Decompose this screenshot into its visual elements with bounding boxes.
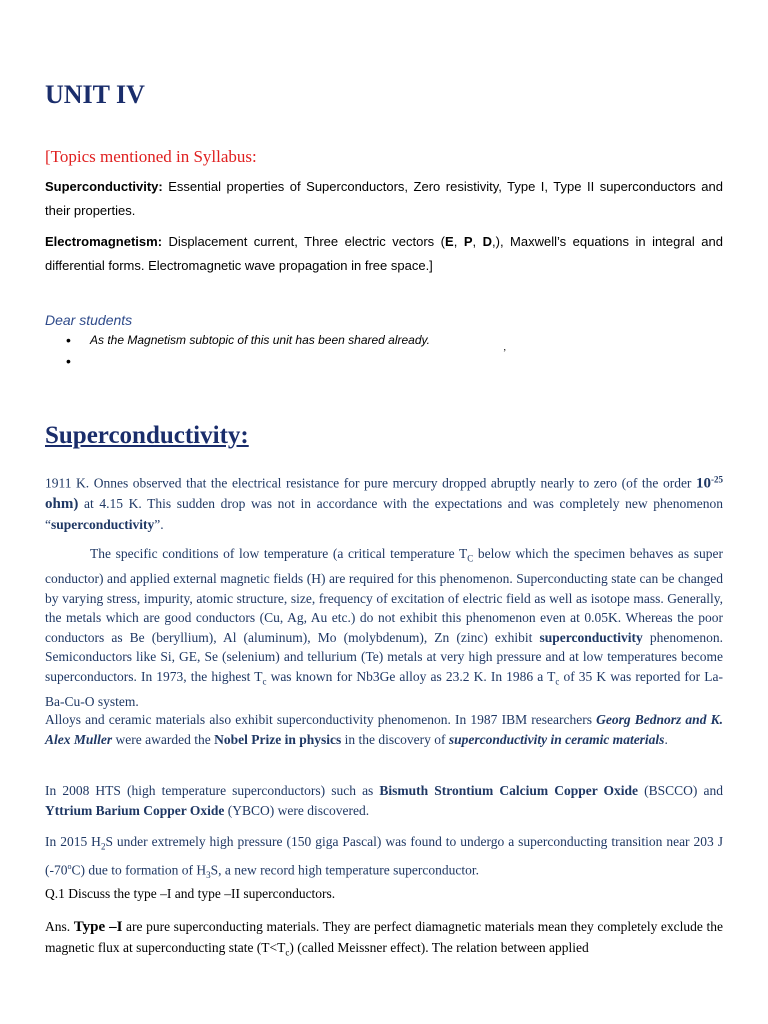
note-bullet-list bbox=[45, 330, 430, 372]
text-run: C) due to formation of H bbox=[71, 862, 207, 878]
subscript: c bbox=[262, 676, 267, 687]
syllabus-sc-label: Superconductivity: bbox=[45, 179, 163, 194]
syllabus-sc-text: Essential properties of Superconductors, Zero resistivity, Type I, Type II superconductors and their properties. bbox=[45, 179, 723, 218]
text-run: The specific conditions of low temperature (a critical temperature T bbox=[90, 546, 468, 561]
bold-run: Yttrium Barium Copper Oxide bbox=[45, 802, 225, 818]
text-run: was known for Nb3Ge alloy as 23.2 K. In 1986 a T bbox=[266, 668, 556, 684]
dear-students-note: Dear students bbox=[45, 312, 133, 328]
bold-run: Nobel Prize in physics bbox=[214, 731, 342, 747]
bold-run: Type –I bbox=[73, 919, 123, 935]
syllabus-superconductivity bbox=[45, 175, 723, 223]
text-run: ) (called Meissner effect). The relation between applied bbox=[289, 939, 589, 955]
vector-e: E bbox=[445, 234, 454, 249]
answer-1 bbox=[45, 917, 723, 963]
subscript: c bbox=[555, 676, 560, 687]
subscript: C bbox=[467, 553, 474, 564]
superscript: o bbox=[67, 862, 72, 872]
text-run: at 4.15 K. This sudden drop was not in accordance with the expectations and was completely new phenomenon “ bbox=[45, 496, 723, 532]
paragraph-h2s bbox=[45, 832, 723, 886]
paragraph-hts bbox=[45, 781, 723, 820]
syllabus-em-text: ,), Maxwell’s equations in integral and differential forms. Electromagnetic wave propagation in free space.] bbox=[45, 234, 723, 273]
text-run: Ans. bbox=[45, 919, 74, 934]
text-run: below which the specimen behaves as super conductor) and applied external magnetic fields (H) are required for this phenomenon. Superconducting state can be changed by varying stress, impurity, atomic structure, size, frequency of excitation of electric field as well as isotope mass. Generally, the metals which are good conductors (Cu, Ag, Au etc.) do not exhibit this phenomenon even at 0.05K. Whereas the poor conductors as Be (beryllium), Al (aluminum), Mo (molybdenum), Zn (zinc) exhibit bbox=[45, 546, 723, 645]
question-1: Q.1 Discuss the type –I and type –II superconductors. bbox=[45, 886, 336, 901]
bold-run: Bismuth Strontium Calcium Copper Oxide bbox=[379, 783, 639, 798]
bold-run: superconductivity bbox=[51, 516, 155, 532]
text-run: In 2015 H bbox=[45, 834, 101, 849]
text-run: S under extremely high pressure (150 giga Pascal) was found to undergo a superconducting transition near 203 J (-70 bbox=[45, 834, 723, 878]
subscript: c bbox=[285, 947, 290, 958]
text-run: were awarded the bbox=[112, 731, 215, 747]
text-run: in the discovery of bbox=[341, 731, 449, 747]
bold-italic-run: superconductivity in ceramic materials bbox=[448, 731, 665, 747]
list-item: • As the Magnetism subtopic of this unit has been shared already. bbox=[45, 330, 430, 351]
text-run: phenomenon. Semiconductors like Si, GE, Se (selenium) and tellurium (Te) metals at very high pressure and at low temperatures become superconductors. In 1973, the highest T bbox=[45, 629, 723, 684]
text-run: (YBCO) were discovered. bbox=[224, 802, 370, 818]
text-run: (BSCCO) and bbox=[638, 783, 723, 798]
paragraph-alloys bbox=[45, 710, 723, 749]
text-run: In 2008 HTS (high temperature superconductors) such as bbox=[45, 783, 380, 798]
separator: , bbox=[472, 234, 483, 249]
section-heading: Superconductivity: bbox=[45, 422, 249, 449]
syllabus-em-label: Electromagnetism: bbox=[45, 234, 163, 249]
superscript: -25 bbox=[711, 474, 723, 484]
bold-italic-run: Georg Bednorz and K. Alex Muller bbox=[45, 712, 723, 747]
bold-run: 10 bbox=[696, 475, 711, 492]
subscript: 2 bbox=[100, 841, 106, 852]
stray-mark: ’ bbox=[503, 348, 507, 359]
vector-p: P bbox=[463, 234, 473, 249]
list-item bbox=[45, 351, 430, 372]
topics-heading: [Topics mentioned in Syllabus: bbox=[45, 147, 257, 166]
vector-d: D bbox=[482, 234, 492, 249]
unit-title: UNIT IV bbox=[45, 80, 145, 109]
subscript: 3 bbox=[206, 870, 211, 881]
bold-run: superconductivity bbox=[539, 629, 643, 645]
text-run: ”. bbox=[154, 516, 164, 532]
syllabus-em-text: Displacement current, Three electric vectors ( bbox=[162, 234, 446, 249]
text-run: S, a new record high temperature superconductor. bbox=[210, 862, 480, 878]
paragraph-onnes bbox=[45, 470, 723, 534]
text-run: 1911 K. Onnes observed that the electrical resistance for pure mercury dropped abruptly nearly to zero (of the order bbox=[45, 475, 696, 491]
syllabus-electromagnetism bbox=[45, 230, 723, 278]
text-run: are pure superconducting materials. They are perfect diamagnetic materials mean they completely exclude the magnetic flux at superconducting state (T<T bbox=[45, 919, 723, 955]
bold-run: ohm) bbox=[45, 496, 79, 512]
text-run: Alloys and ceramic materials also exhibit superconductivity phenomenon. In 1987 IBM researchers bbox=[45, 712, 597, 727]
text-run: of 35 K was reported for La-Ba-Cu-O system. bbox=[45, 668, 723, 709]
paragraph-conditions bbox=[45, 544, 723, 711]
separator: , bbox=[453, 234, 464, 249]
text-run: . bbox=[664, 731, 668, 747]
